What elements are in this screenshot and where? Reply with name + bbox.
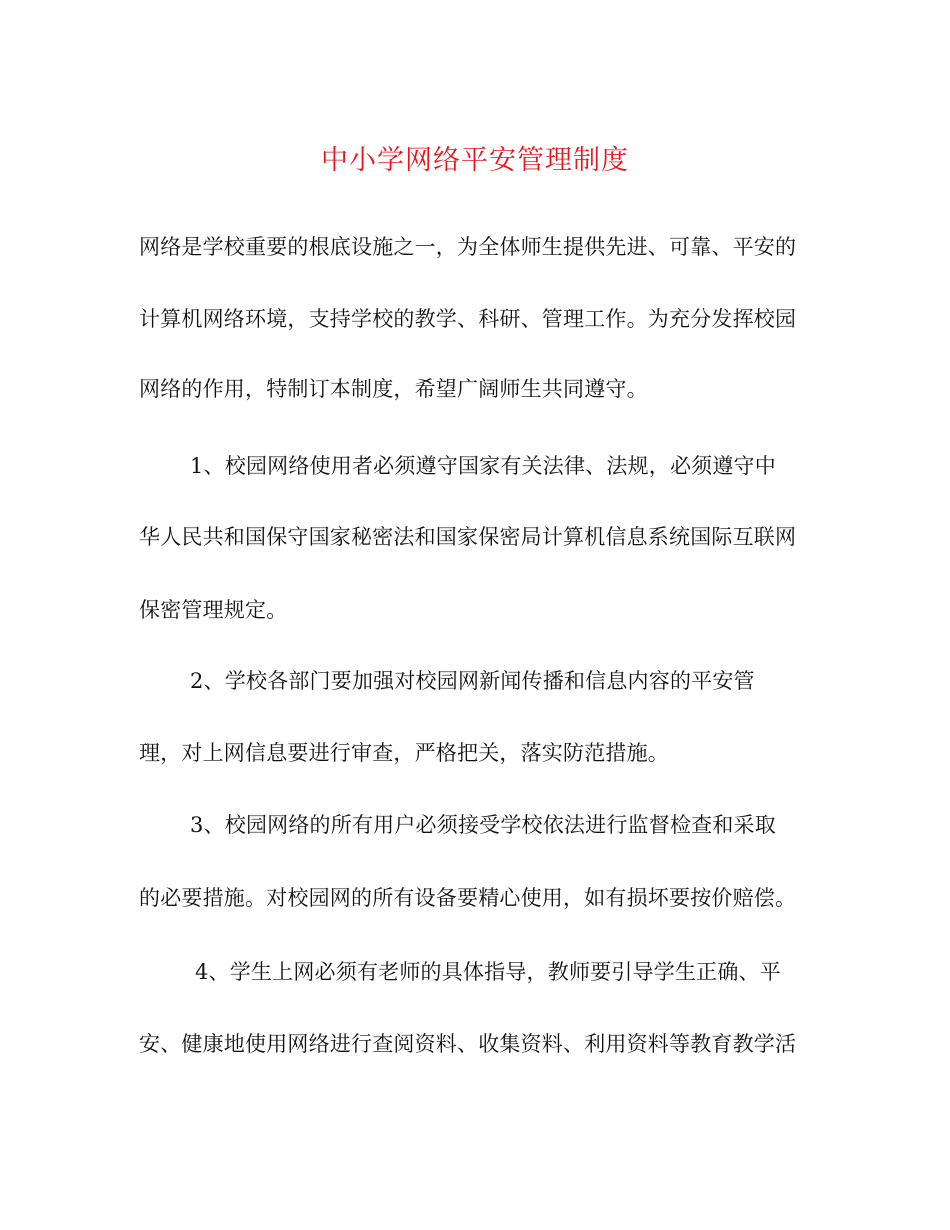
paragraph-intro-line-1: 网络是学校重要的根底设施之一，为全体师生提供先进、可靠、平安的 bbox=[139, 235, 797, 259]
clause-4-line-1: 4、学生上网必须有老师的具体指导，教师要引导学生正确、平 bbox=[195, 960, 781, 984]
clause-1-line-3: 保密管理规定。 bbox=[139, 598, 288, 622]
paragraph-intro-line-2: 计算机网络环境，支持学校的教学、科研、管理工作。为充分发挥校园 bbox=[139, 307, 797, 331]
document-title: 中小学网络平安管理制度 bbox=[321, 145, 629, 176]
clause-2-line-2: 理，对上网信息要进行审查，严格把关，落实防范措施。 bbox=[139, 741, 669, 765]
clause-1-line-2: 华人民共和国保守国家秘密法和国家保密局计算机信息系统国际互联网 bbox=[139, 525, 797, 549]
clause-2-line-1: 2、学校各部门要加强对校园网新闻传播和信息内容的平安管 bbox=[190, 669, 755, 693]
clause-4-line-2: 安、健康地使用网络进行查阅资料、收集资料、利用资料等教育教学活 bbox=[139, 1032, 797, 1056]
paragraph-intro-line-3: 网络的作用，特制订本制度，希望广阔师生共同遵守。 bbox=[139, 377, 648, 401]
clause-3-line-1: 3、校园网络的所有用户必须接受学校依法进行监督检查和采取 bbox=[190, 813, 776, 837]
clause-3-line-2: 的必要措施。对校园网的所有设备要精心使用，如有损坏要按价赔偿。 bbox=[139, 886, 797, 910]
clause-1-line-1: 1、校园网络使用者必须遵守国家有关法律、法规，必须遵守中 bbox=[190, 454, 776, 478]
